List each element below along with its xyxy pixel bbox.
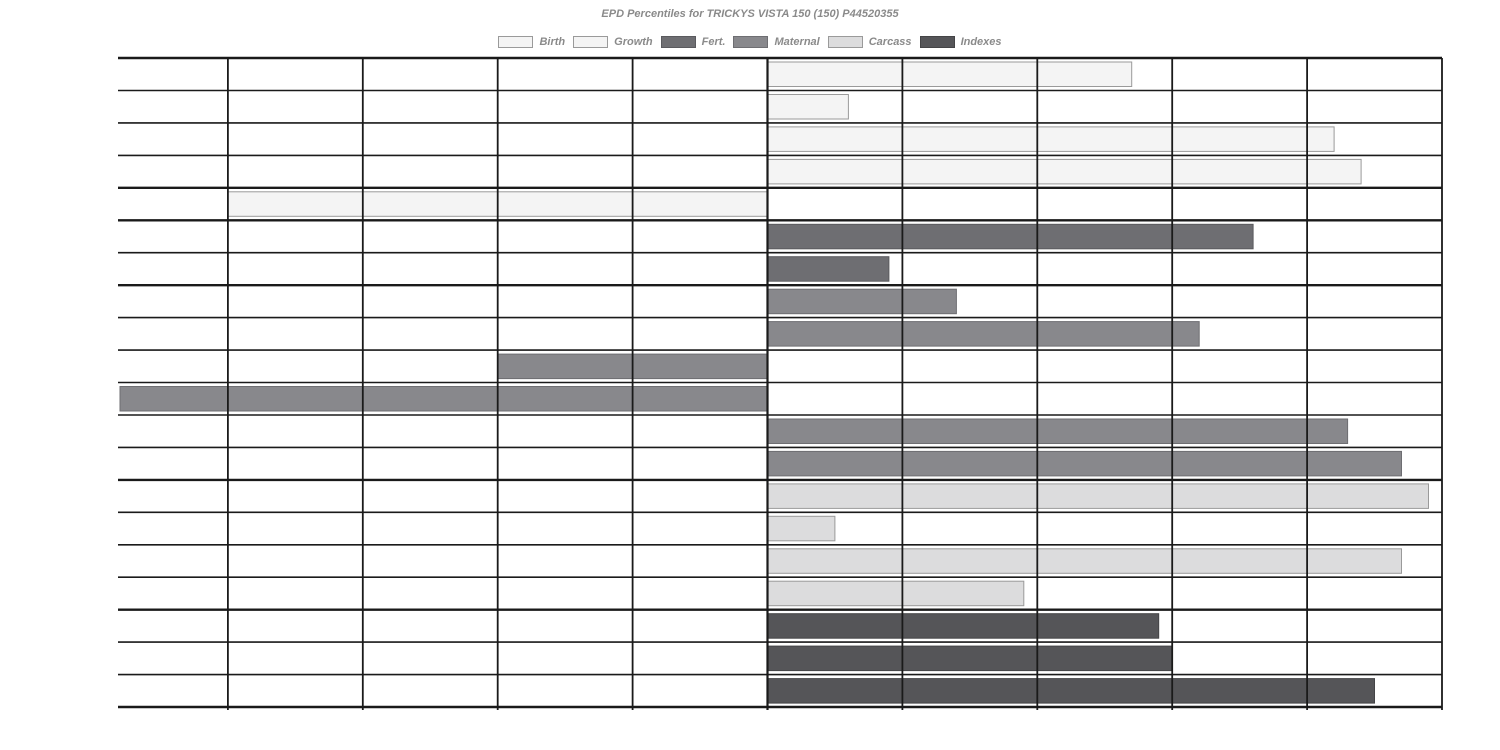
bar-maternal-8 [768, 289, 957, 314]
legend-label: Fert. [701, 36, 726, 48]
bar-indexes-20 [768, 679, 1375, 704]
legend-label: Growth [614, 36, 653, 48]
bar-maternal-11 [120, 387, 768, 412]
bar-maternal-12 [768, 419, 1348, 444]
bar-birth-1 [768, 62, 1132, 87]
bar-carcass-14 [768, 484, 1429, 509]
bar-birth-4 [768, 159, 1362, 184]
bar-maternal-9 [768, 322, 1200, 347]
bar-carcass-17 [768, 581, 1024, 606]
bar-birth-2 [768, 95, 849, 120]
legend-label: Birth [539, 36, 566, 48]
legend-label: Indexes [960, 36, 1002, 48]
bar-birth-3 [768, 127, 1335, 151]
bar-fert-7 [768, 257, 889, 282]
bar-indexes-19 [768, 646, 1173, 671]
legend-label: Maternal [774, 36, 820, 48]
chart-title: EPD Percentiles for TRICKYS VISTA 150 (150) P44520355 [601, 8, 899, 20]
legend-label: Carcass [868, 36, 912, 48]
bar-indexes-18 [768, 614, 1159, 639]
bar-fert-6 [768, 224, 1254, 249]
bar-carcass-15 [768, 516, 835, 541]
